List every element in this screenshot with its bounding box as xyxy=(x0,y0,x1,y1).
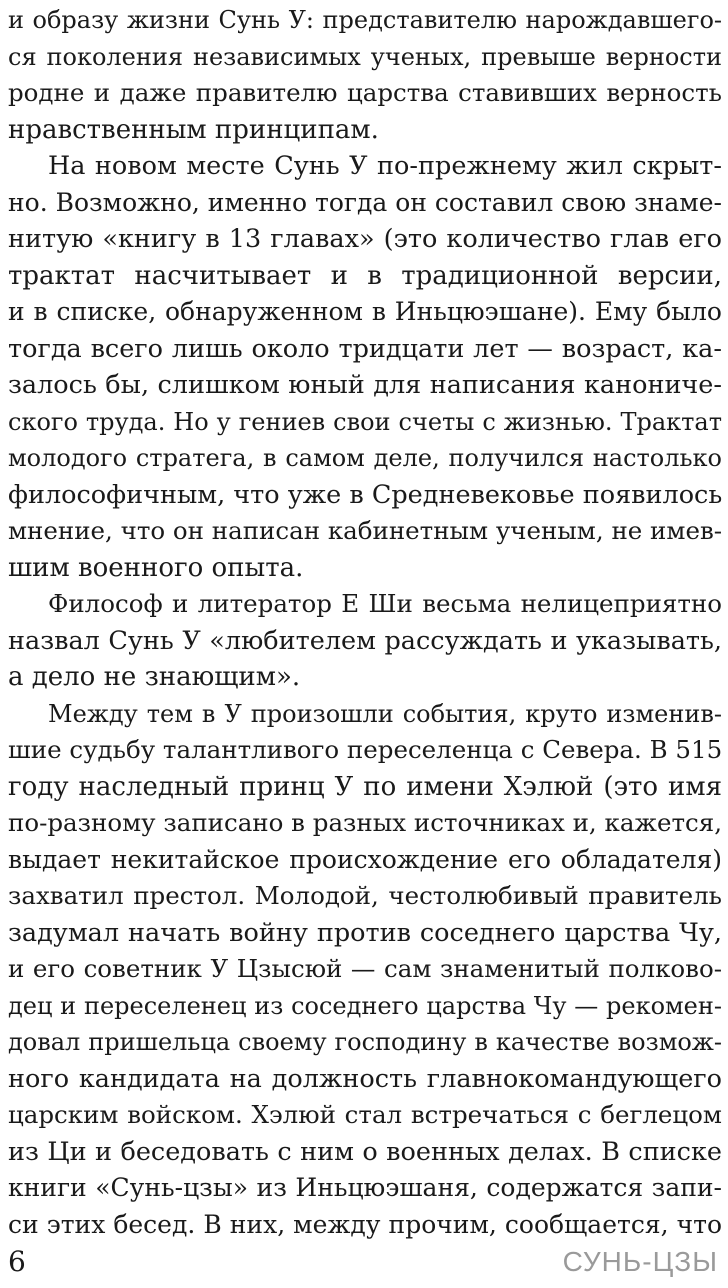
text-line: молодого стратега, в самом деле, получился настолько xyxy=(8,444,722,472)
text-line: из Ци и беседовать с ним о военных делах. В списке xyxy=(8,1136,722,1167)
text-line: захватил престол. Молодой, честолюбивый правитель xyxy=(8,881,722,910)
text-line: трактат насчитывает и в традиционной версии, xyxy=(8,260,722,291)
text-line: Между тем в У произошли события, круто изменив- xyxy=(48,699,722,728)
text-line: нитую «книгу в 13 главах» (это количество глав его xyxy=(8,224,722,254)
text-line: назвал Сунь У «любителем рассуждать и указывать, xyxy=(8,625,722,656)
body-text xyxy=(8,2,722,1243)
text-line: философичным, что уже в Средневековье появилось xyxy=(8,479,722,510)
text-line: дец и переселенец из соседнего царства Чу — рекомен- xyxy=(8,991,722,1020)
text-line: царским войском. Хэлюй стал встречаться с беглецом xyxy=(8,1100,722,1129)
text-line: нравственным принципам. xyxy=(8,114,379,145)
text-line: и в списке, обнаруженном в Иньцюэшане). Ему было xyxy=(8,297,722,326)
text-line: ского труда. Но у гениев свои счеты с жизнью. Трактат xyxy=(8,407,722,436)
text-line: и его советник У Цзысюй — сам знаменитый полково- xyxy=(8,954,722,983)
text-line: си этих бесед. В них, между прочим, сообщается, что xyxy=(8,1209,722,1239)
running-title: СУНЬ-ЦЗЫ xyxy=(562,1246,718,1277)
page-footer xyxy=(0,1242,728,1282)
text-line: году наследный принц У по имени Хэлюй (это имя xyxy=(8,771,722,802)
text-line: залось бы, слишком юный для написания канониче- xyxy=(8,370,722,400)
text-line: книги «Сунь-цзы» из Иньцюэшаня, содержатся запи- xyxy=(8,1173,722,1202)
text-line: но. Возможно, именно тогда он составил свою знаме- xyxy=(8,187,722,217)
text-line: шим военного опыта. xyxy=(8,552,304,583)
text-line: Философ и литератор Е Ши весьма нелицеприятно xyxy=(48,589,722,618)
text-line: ного кандидата на должность главнокомандующего xyxy=(8,1063,722,1094)
text-line: и образу жизни Сунь У: представителю нарождавшего- xyxy=(8,6,722,34)
text-line: по-разному записано в разных источниках и, кажется, xyxy=(8,808,722,837)
text-line: задумал начать войну против соседнего царства Чу, xyxy=(8,917,722,948)
text-line: мнение, что он написан кабинетным ученым, не имев- xyxy=(8,516,722,545)
text-line: а дело не знающим». xyxy=(8,662,301,692)
text-line: На новом месте Сунь У по-прежнему жил скрыт- xyxy=(48,151,722,181)
text-line: тогда всего лишь около тридцати лет — возраст, ка- xyxy=(8,333,722,364)
page-number: 6 xyxy=(8,1245,26,1278)
text-line: выдает некитайское происхождение его обладателя) xyxy=(8,844,722,874)
text-line: довал пришельца своему господину в качестве возмож- xyxy=(8,1028,722,1056)
text-line: шие судьбу талантливого переселенца с Севера. В 515 xyxy=(8,735,722,764)
text-line: родне и даже правителю царства ставивших верность xyxy=(8,78,722,107)
text-line: ся поколения независимых ученых, превыше верности xyxy=(8,42,722,71)
